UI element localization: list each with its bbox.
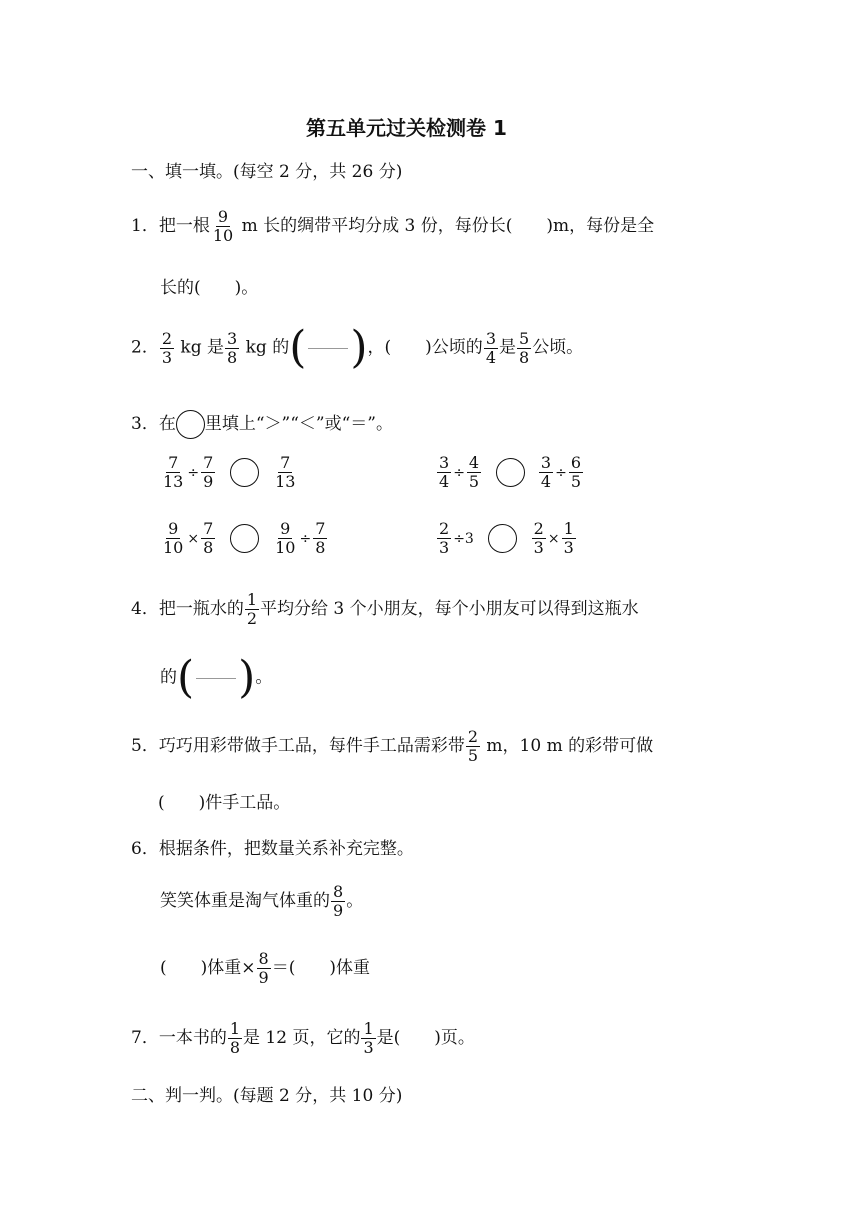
- section-heading-judge: 二、判一判。(每题 2 分，共 10 分): [131, 1086, 403, 1106]
- answer-circle[interactable]: [230, 524, 259, 553]
- q1-text: 1．把一根: [131, 216, 210, 236]
- question-7: 7．一本书的 $\frac{1}{8}$ 是 12 页，它的 $\frac{1}{3}$ 是( )页。: [131, 1019, 475, 1057]
- question-6-relation: ( )体重× $\frac{8}{9}$ ＝( )体重: [160, 949, 370, 987]
- compare-item-3: $\frac{9}{10}$ × $\frac{7}{8}$ $\frac{9}{10}$ ÷ $\frac{7}{8}$: [163, 519, 326, 557]
- question-4-line2: 的 ( ) 。: [160, 652, 273, 703]
- fraction: $\frac{5}{8}$: [519, 328, 530, 367]
- q1-text-post: m 长的绸带平均分成 3 份，每份长( )m，每份是全: [236, 216, 655, 236]
- answer-fraction-blank[interactable]: ( ): [177, 652, 256, 703]
- fraction: $\frac{2}{3}$: [161, 328, 173, 367]
- compare-item-4: $\frac{2}{3}$ ÷3 $\frac{2}{3}$ × $\frac{1}{3}$: [439, 519, 574, 557]
- question-6-condition: 笑笑体重是淘气体重的 $\frac{8}{9}$ 。: [160, 882, 364, 920]
- question-3: 3．在 里填上“＞”“＜”或“＝”。: [131, 410, 393, 439]
- question-5-line2: ( )件手工品。: [158, 793, 291, 813]
- compare-circle-icon: [176, 410, 205, 439]
- compare-item-1: $\frac{7}{13}$ ÷ $\frac{7}{9}$ $\frac{7}{13}$: [163, 453, 296, 491]
- question-2: 2． $\frac{2}{3}$ kg 是 $\frac{3}{8}$ kg 的 ( ) ，( )公顷的 $\frac{3}{4}$ 是 $\frac{5}{8}$ 公顷。: [131, 322, 584, 373]
- section-heading-fill: 一、填一填。(每空 2 分，共 26 分): [131, 162, 403, 182]
- question-1-line2: 长的( )。: [160, 278, 259, 298]
- question-6: 6．根据条件，把数量关系补充完整。: [131, 839, 414, 859]
- fraction: $\frac{9}{10}$: [212, 207, 234, 245]
- question-4: 4．把一瓶水的 $\frac{1}{2}$ 平均分给 3 个小朋友，每个小朋友可以得到这瓶水: [131, 590, 639, 628]
- answer-fraction-blank[interactable]: ( ): [289, 322, 368, 373]
- compare-item-2: $\frac{3}{4}$ ÷ $\frac{4}{5}$ $\frac{3}{4}$ ÷ $\frac{6}{5}$: [439, 453, 582, 491]
- question-5: 5．巧巧用彩带做手工品，每件手工品需彩带 $\frac{2}{5}$ m，10 m 的彩带可做: [131, 727, 654, 765]
- fraction: $\frac{3}{8}$: [227, 328, 238, 367]
- answer-circle[interactable]: [488, 524, 517, 553]
- answer-circle[interactable]: [230, 458, 259, 487]
- fraction: $\frac{3}{4}$: [485, 328, 496, 367]
- answer-circle[interactable]: [496, 458, 525, 487]
- page-title: 第五单元过关检测卷 1: [306, 116, 507, 140]
- question-1: [131, 208, 654, 245]
